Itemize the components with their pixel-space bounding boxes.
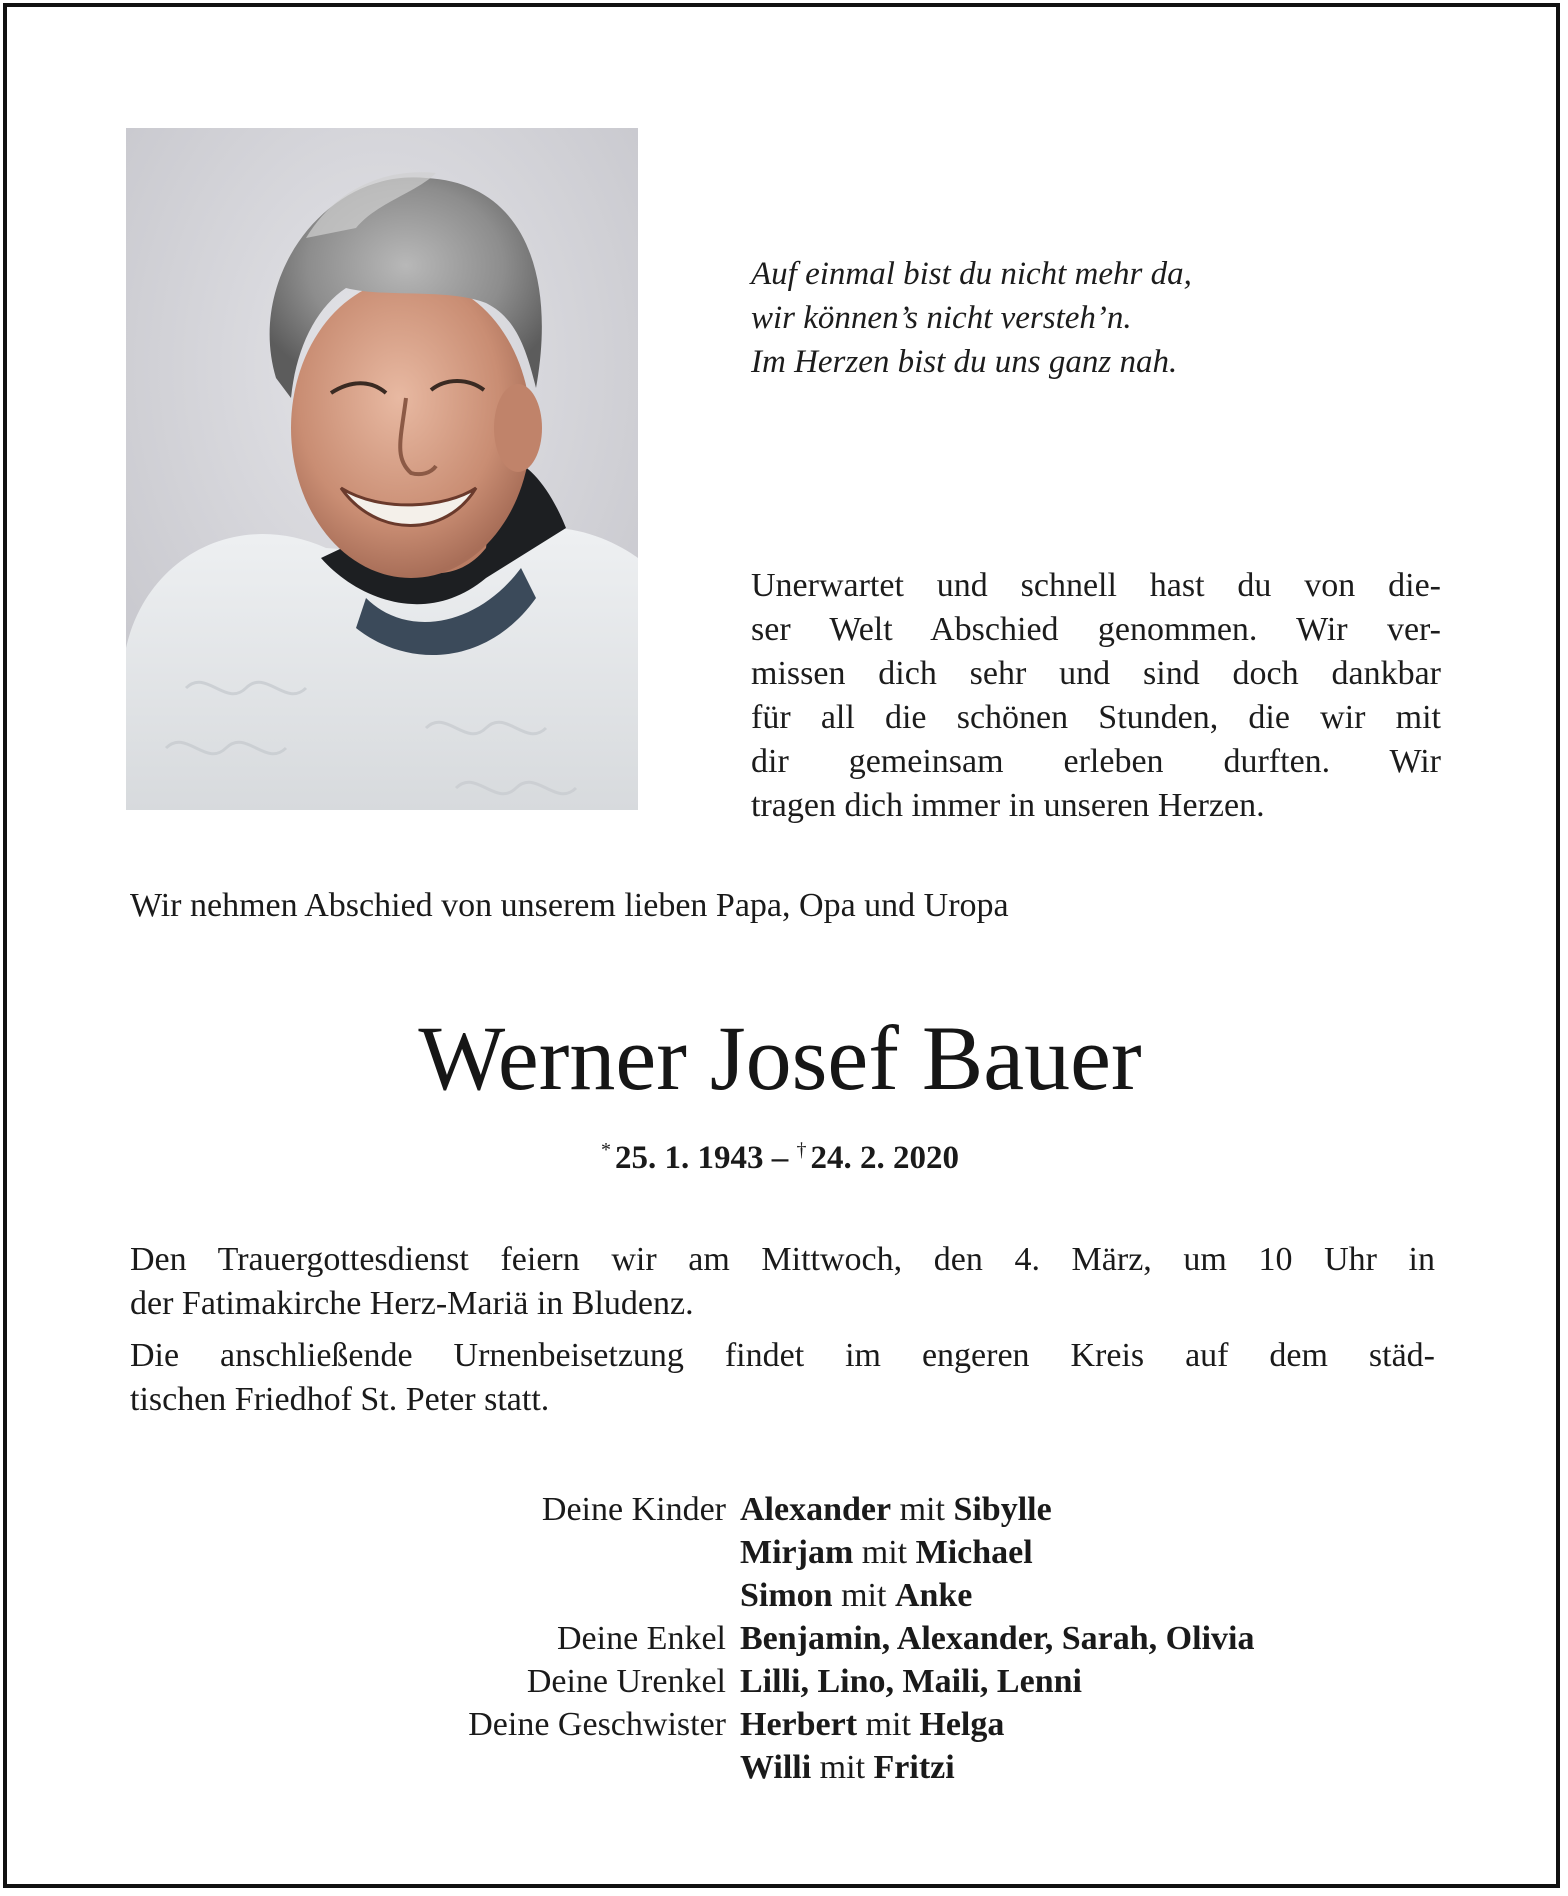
family-name: Michael bbox=[915, 1534, 1033, 1571]
service-line: der Fatimakirche Herz-Mariä in Bludenz. bbox=[130, 1285, 694, 1322]
connector-word: mit bbox=[861, 1534, 908, 1571]
tribute-line: tragen dich immer in unseren Herzen. bbox=[751, 787, 1265, 824]
family-row-grandchildren bbox=[300, 1617, 1500, 1660]
family-name: Lilli, Lino, Maili, Lenni bbox=[740, 1663, 1082, 1700]
family-row-children bbox=[300, 1531, 1500, 1574]
tribute-text bbox=[751, 564, 1441, 828]
tribute-line: Unerwartet und schnell hast du von die- bbox=[751, 567, 1441, 604]
family-name: Anke bbox=[894, 1577, 973, 1614]
family-name: Benjamin, Alexander, Sarah, Olivia bbox=[740, 1620, 1255, 1657]
connector-word: mit bbox=[841, 1577, 887, 1614]
family-name: Sibylle bbox=[953, 1491, 1052, 1528]
family-label: Deine Enkel bbox=[557, 1620, 726, 1657]
family-row-siblings bbox=[300, 1746, 1500, 1789]
deceased-name: Werner Josef Bauer bbox=[418, 1007, 1142, 1109]
family-name: Helga bbox=[919, 1706, 1005, 1743]
birth-date: 25. 1. 1943 bbox=[615, 1140, 764, 1176]
family-name: Willi bbox=[740, 1749, 812, 1786]
connector-word: mit bbox=[899, 1491, 945, 1528]
tribute-line: missen dich sehr und sind doch dankbar bbox=[751, 655, 1441, 692]
death-date: 24. 2. 2020 bbox=[810, 1140, 959, 1176]
tribute-line: für all die schönen Stunden, die wir mit bbox=[751, 699, 1441, 736]
family-name: Fritzi bbox=[873, 1749, 955, 1786]
birth-symbol: * bbox=[601, 1139, 611, 1161]
family-label: Deine Urenkel bbox=[526, 1663, 726, 1700]
portrait-illustration bbox=[126, 128, 638, 810]
family-row-great-grandchildren bbox=[300, 1660, 1500, 1703]
family-row-children bbox=[300, 1488, 1500, 1531]
memorial-poem bbox=[751, 252, 1471, 384]
family-name: Simon bbox=[740, 1577, 833, 1614]
family-list bbox=[300, 1488, 1500, 1789]
poem-line: Im Herzen bist du uns ganz nah. bbox=[751, 344, 1178, 380]
tribute-line: ser Welt Abschied genommen. Wir ver- bbox=[751, 611, 1441, 648]
date-dash: – bbox=[771, 1140, 789, 1176]
farewell-line: Wir nehmen Abschied von unserem lieben Papa, Opa und Uropa bbox=[130, 887, 1009, 924]
poem-line: Auf einmal bist du nicht mehr da, bbox=[751, 256, 1192, 292]
poem-line: wir können’s nicht versteh’n. bbox=[751, 300, 1132, 336]
family-name: Mirjam bbox=[740, 1534, 854, 1571]
family-label: Deine Geschwister bbox=[468, 1706, 726, 1743]
family-row-siblings bbox=[300, 1703, 1500, 1746]
burial-line: tischen Friedhof St. Peter statt. bbox=[130, 1381, 550, 1418]
life-dates bbox=[0, 1128, 1560, 1180]
family-name: Herbert bbox=[740, 1706, 858, 1743]
burial-line: Die anschließende Urnenbeisetzung findet im engeren Kreis auf dem städ- bbox=[130, 1337, 1435, 1374]
death-symbol: † bbox=[796, 1139, 807, 1161]
family-row-children bbox=[300, 1574, 1500, 1617]
service-info bbox=[130, 1238, 1435, 1422]
portrait-photo bbox=[126, 128, 638, 810]
family-label: Deine Kinder bbox=[541, 1491, 726, 1528]
connector-word: mit bbox=[819, 1749, 866, 1786]
connector-word: mit bbox=[865, 1706, 911, 1743]
family-name: Alexander bbox=[740, 1491, 892, 1528]
service-line: Den Trauergottesdienst feiern wir am Mittwoch, den 4. März, um 10 Uhr in bbox=[130, 1241, 1435, 1278]
tribute-line: dir gemeinsam erleben durften. Wir bbox=[751, 743, 1441, 780]
